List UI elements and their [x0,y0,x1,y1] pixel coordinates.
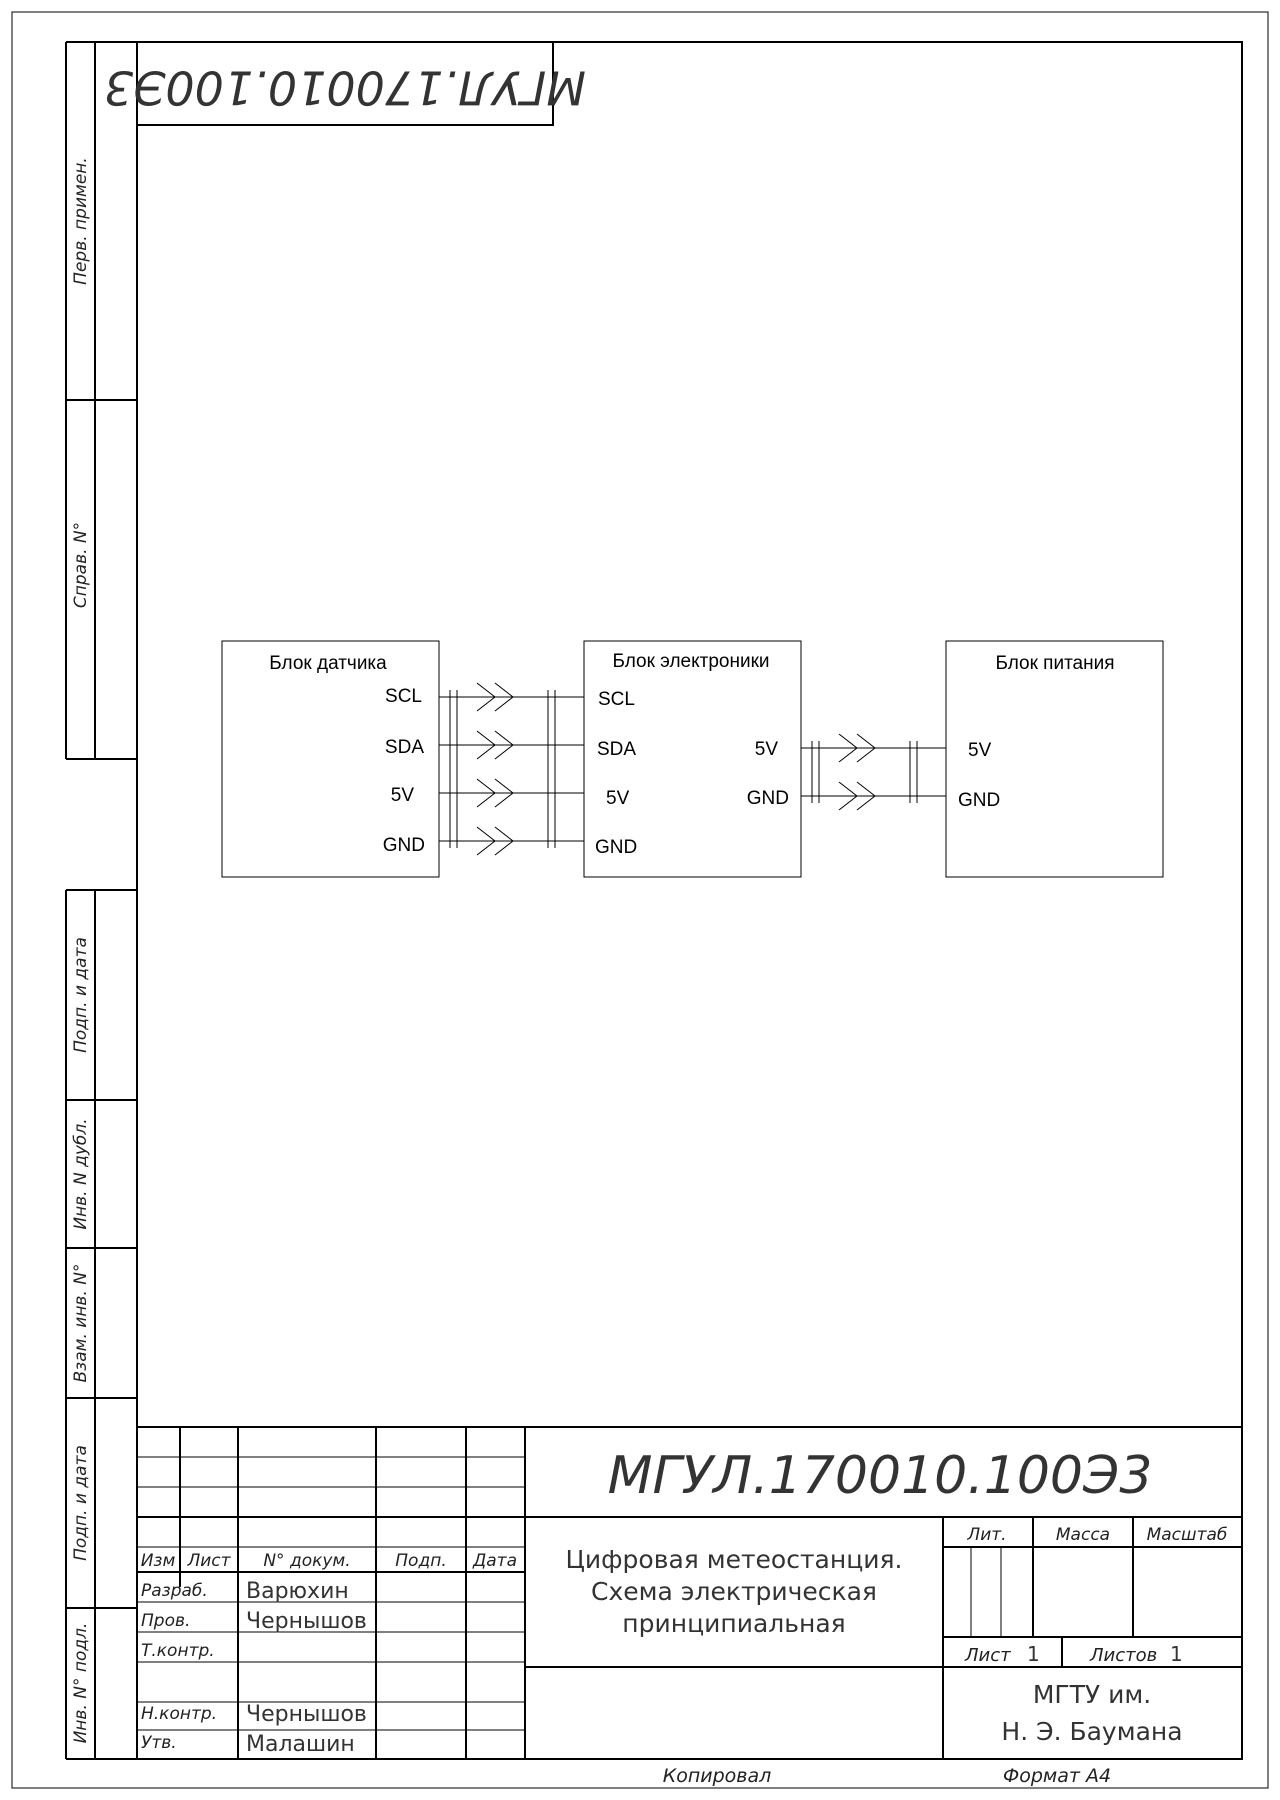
name-nkontr: Чернышов [246,1702,367,1727]
power-pin-label: GND [958,790,1001,811]
header-list: Лист [187,1551,231,1571]
listov-value: 1 [1170,1642,1183,1666]
org-line: Н. Э. Баумана [1001,1717,1183,1746]
electronics-right-pin-label: GND [746,788,789,809]
role-tkontr: Т.контр. [141,1641,215,1661]
side-label-podp-data-1: Подп. и дата [71,937,91,1053]
title-block-designation: МГУЛ.170010.100Э3 [607,1446,1153,1506]
top-stamp-code: МГУЛ.170010.100Э3 [104,60,586,115]
side-label-podp-data-2: Подп. и дата [71,1445,91,1561]
list-value: 1 [1027,1642,1040,1666]
sensor-pin-label: SDA [384,737,424,758]
electronics-left-pin-label: 5V [606,788,630,809]
side-label-inv-n-podl: Инв. N° подл. [71,1622,91,1744]
electronics-right-pin-label: 5V [754,739,778,760]
name-utv: Малашин [246,1732,355,1757]
header-lit: Лит. [967,1525,1007,1545]
sensor-electronics-wires [439,683,584,855]
doc-title-line: Схема электрическая [591,1577,877,1606]
side-label-inv-n-dubl: Инв. N дубл. [71,1118,91,1230]
schematic [222,641,1163,877]
footer-kopiroval: Копировал [662,1765,772,1787]
header-masshtab: Масштаб [1146,1525,1228,1545]
sensor-pin-label: SCL [385,686,422,707]
role-nkontr: Н.контр. [141,1704,218,1724]
role-prov: Пров. [141,1611,191,1631]
sensor-pin-label: 5V [390,785,414,806]
electronics-left-pin-label: SDA [597,739,637,760]
electronics-left-pin-label: SCL [598,689,635,710]
power-pin-label: 5V [968,740,992,761]
org-line: МГТУ им. [1032,1680,1152,1709]
electronics-block-title: Блок электроники [612,651,770,672]
list-label: Лист [965,1645,1011,1666]
footer-format: Формат А4 [1002,1765,1112,1787]
top-stamp [104,42,586,125]
title-block [137,1427,1242,1759]
header-podp: Подп. [395,1551,447,1571]
header-n-dokum: N° докум. [263,1551,351,1571]
header-izm: Изм [140,1551,176,1571]
sheet-trim [12,12,1268,1788]
side-strip [66,42,137,1759]
sensor-pin-label: GND [382,835,425,856]
listov-label: Листов [1090,1645,1158,1666]
name-razrab: Варюхин [246,1579,349,1604]
role-utv: Утв. [141,1733,177,1753]
electronics-left-pin-label: GND [595,837,638,858]
doc-title-line: принципиальная [622,1609,846,1638]
side-label-perv-primen: Перв. примен. [71,157,91,285]
role-razrab: Разраб. [141,1581,208,1601]
sensor-block-title: Блок датчика [269,653,387,674]
side-label-sprav-n: Справ. N° [71,521,91,609]
header-data: Дата [472,1551,518,1571]
power-block-title: Блок питания [995,653,1115,674]
name-prov: Чернышов [246,1609,367,1634]
side-label-vzam-inv-n: Взам. инв. N° [71,1263,91,1383]
electronics-power-wires [801,734,946,810]
header-massa: Масса [1055,1525,1111,1545]
doc-title-line: Цифровая метеостанция. [565,1545,903,1574]
